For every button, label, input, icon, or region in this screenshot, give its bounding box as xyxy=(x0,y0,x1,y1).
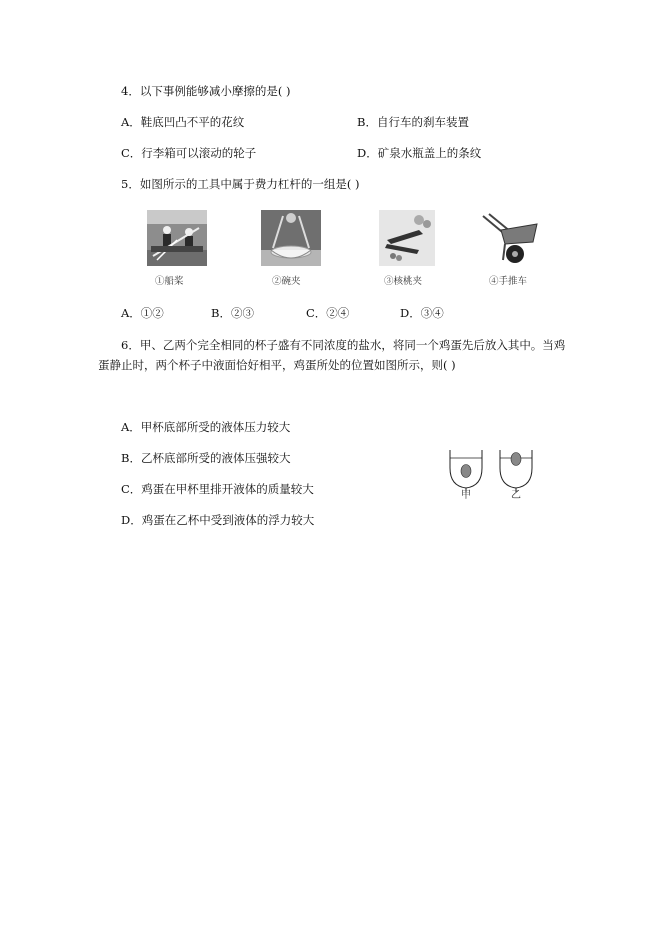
rowing-oar-photo xyxy=(147,210,207,266)
egg-cups-figure xyxy=(446,446,536,498)
q6-option-d: D．鸡蛋在乙杯中受到液体的浮力较大 xyxy=(121,513,315,527)
caption-bowl-clip: ②碗夹 xyxy=(272,276,301,287)
q6-stem-line2: 蛋静止时，两个杯子中液面恰好相平，鸡蛋所处的位置如图所示，则( ) xyxy=(98,358,456,372)
q4-stem: 4．以下事例能够减小摩擦的是( ) xyxy=(121,84,291,98)
q4-option-d: D．矿泉水瓶盖上的条纹 xyxy=(357,146,482,160)
q4-option-b: B．自行车的刹车装置 xyxy=(357,115,469,129)
q5-stem: 5．如图所示的工具中属于费力杠杆的一组是( ) xyxy=(121,177,360,191)
nutcracker-photo xyxy=(379,210,435,266)
cup-label-jia: 甲 xyxy=(461,490,471,501)
wheelbarrow-photo xyxy=(477,210,543,266)
q5-option-c: C．②④ xyxy=(306,306,350,320)
q6-stem-line1: 6．甲、乙两个完全相同的杯子盛有不同浓度的盐水，将同一个鸡蛋先后放入其中。当鸡 xyxy=(121,338,566,352)
bowl-clip-photo xyxy=(261,210,321,266)
cup-label-yi: 乙 xyxy=(511,490,521,501)
caption-wheelbarrow: ④手推车 xyxy=(489,276,528,287)
q6-option-a: A．甲杯底部所受的液体压力较大 xyxy=(121,420,291,434)
q4-option-c: C．行李箱可以滚动的轮子 xyxy=(121,146,257,160)
q5-option-b: B．②③ xyxy=(211,306,254,320)
q6-option-b: B．乙杯底部所受的液体压强较大 xyxy=(121,451,291,465)
q5-option-d: D．③④ xyxy=(400,306,444,320)
q6-option-c: C．鸡蛋在甲杯里排开液体的质量较大 xyxy=(121,482,314,496)
caption-oar: ①船桨 xyxy=(155,276,184,287)
q5-option-a: A．①② xyxy=(121,306,164,320)
caption-nutcracker: ③核桃夹 xyxy=(384,276,423,287)
q4-option-a: A．鞋底凹凸不平的花纹 xyxy=(121,115,245,129)
